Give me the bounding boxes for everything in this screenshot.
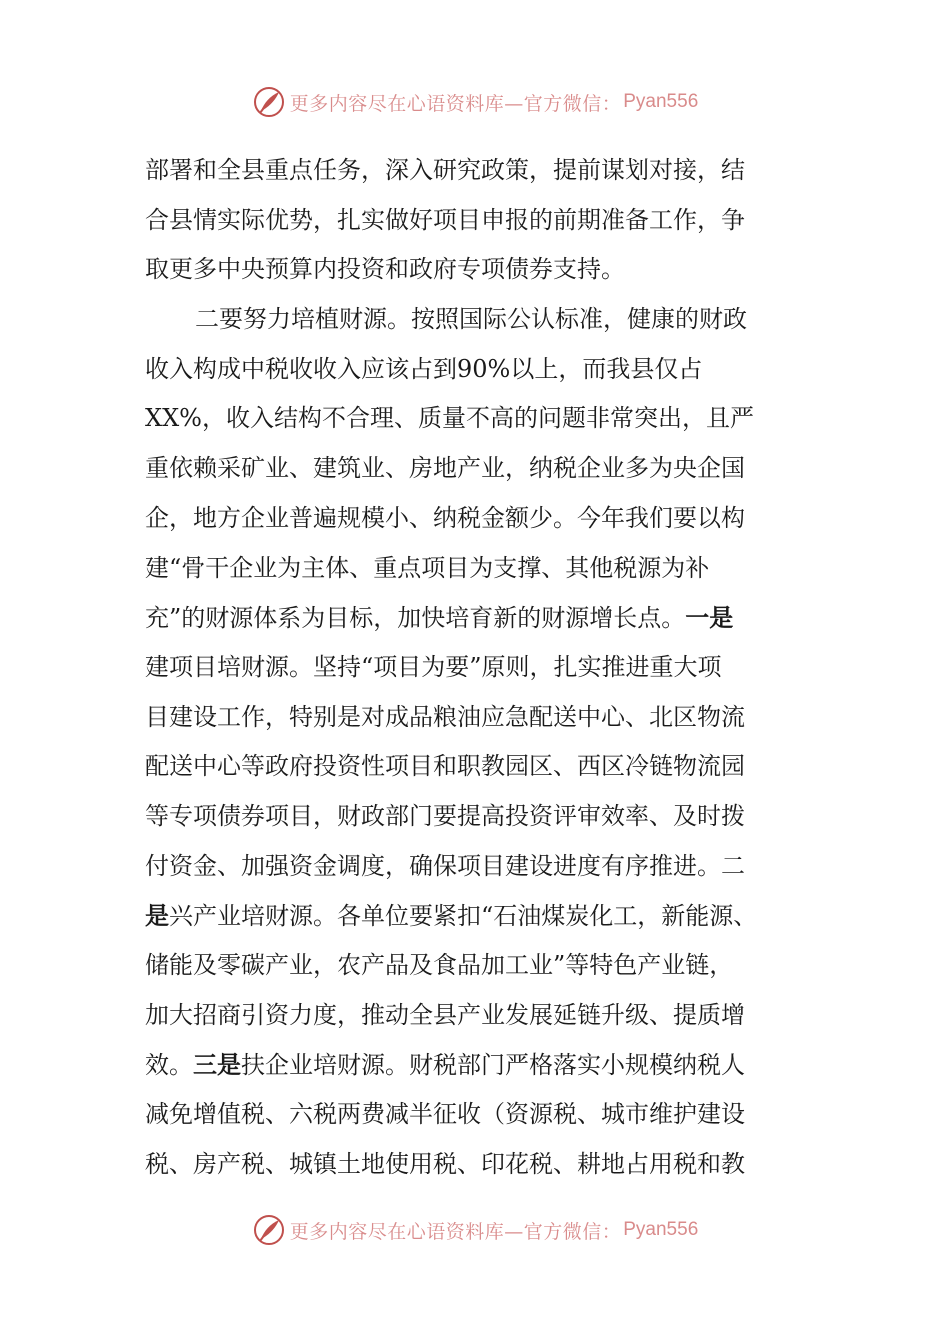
footer-watermark bbox=[0, 1210, 950, 1250]
text-line: 减免增值税、六税两费减半征收（资源税、城市维护建设 bbox=[145, 1100, 745, 1129]
text-line: 付资金、加强资金调度，确保项目建设进度有序推进。二 bbox=[145, 851, 745, 880]
document-body bbox=[145, 146, 815, 1189]
text-line: 目建设工作，特别是对成品粮油应急配送中心、北区物流 bbox=[145, 702, 745, 731]
text-line: 税、房产税、城镇土地使用税、印花税、耕地占用税和教 bbox=[145, 1149, 745, 1178]
watermark-wechat-id: Pyan556 bbox=[623, 91, 699, 112]
feather-pen-logo-icon bbox=[252, 1213, 286, 1247]
watermark-text: 更多内容尽在心语资料库—官方微信： bbox=[289, 92, 622, 115]
text-line: 配送中心等政府投资性项目和职教园区、西区冷链物流园 bbox=[145, 752, 745, 781]
bold-label-yi-shi: 一是 bbox=[685, 603, 734, 633]
text-line: 取更多中央预算内投资和政府专项债券支持。 bbox=[145, 255, 625, 284]
bold-label-san-shi: 三是 bbox=[193, 1050, 241, 1080]
watermark-wechat-id: Pyan556 bbox=[623, 1219, 699, 1240]
text-line: XX%，收入结构不合理、质量不高的问题非常突出，且严 bbox=[145, 404, 754, 433]
text-line: 储能及零碳产业，农产品及食品加工业”等特色产业链， bbox=[145, 951, 734, 979]
text-line: 等专项债券项目，财政部门要提高投资评审效率、及时拨 bbox=[145, 801, 745, 830]
text-line: 建项目培财源。坚持“项目为要”原则，扎实推进重大项 bbox=[145, 652, 722, 681]
text-line: 部署和全县重点任务，深入研究政策，提前谋划对接，结 bbox=[145, 156, 745, 184]
text-line: 是兴产业培财源。各单位要紧扣“石油煤炭化工，新能源、 bbox=[145, 901, 758, 931]
text-line: 企，地方企业普遍规模小、纳税金额少。今年我们要以构 bbox=[145, 503, 745, 532]
text-line: 合县情实际优势，扎实做好项目申报的前期准备工作，争 bbox=[145, 205, 745, 234]
paragraph-first-line: 二要努力培植财源。按照国际公认标准，健康的财政 bbox=[195, 305, 747, 334]
watermark-text: 更多内容尽在心语资料库—官方微信： bbox=[289, 1220, 622, 1243]
text-line: 充”的财源体系为目标，加快培育新的财源增长点。一是 bbox=[145, 603, 734, 633]
text-line: 建“骨干企业为主体、重点项目为支撑、其他税源为补 bbox=[145, 553, 710, 582]
text-line: 效。三是扶企业培财源。财税部门严格落实小规模纳税人 bbox=[145, 1050, 745, 1080]
text-line: 收入构成中税收收入应该占到90%以上，而我县仅占 bbox=[145, 354, 703, 383]
bold-label-er-shi: 是 bbox=[145, 901, 169, 931]
header-watermark bbox=[0, 82, 950, 122]
feather-pen-logo-icon bbox=[252, 85, 286, 119]
text-line: 加大招商引资力度，推动全县产业发展延链升级、提质增 bbox=[145, 1000, 745, 1029]
text-line: 重依赖采矿业、建筑业、房地产业，纳税企业多为央企国 bbox=[145, 454, 745, 483]
